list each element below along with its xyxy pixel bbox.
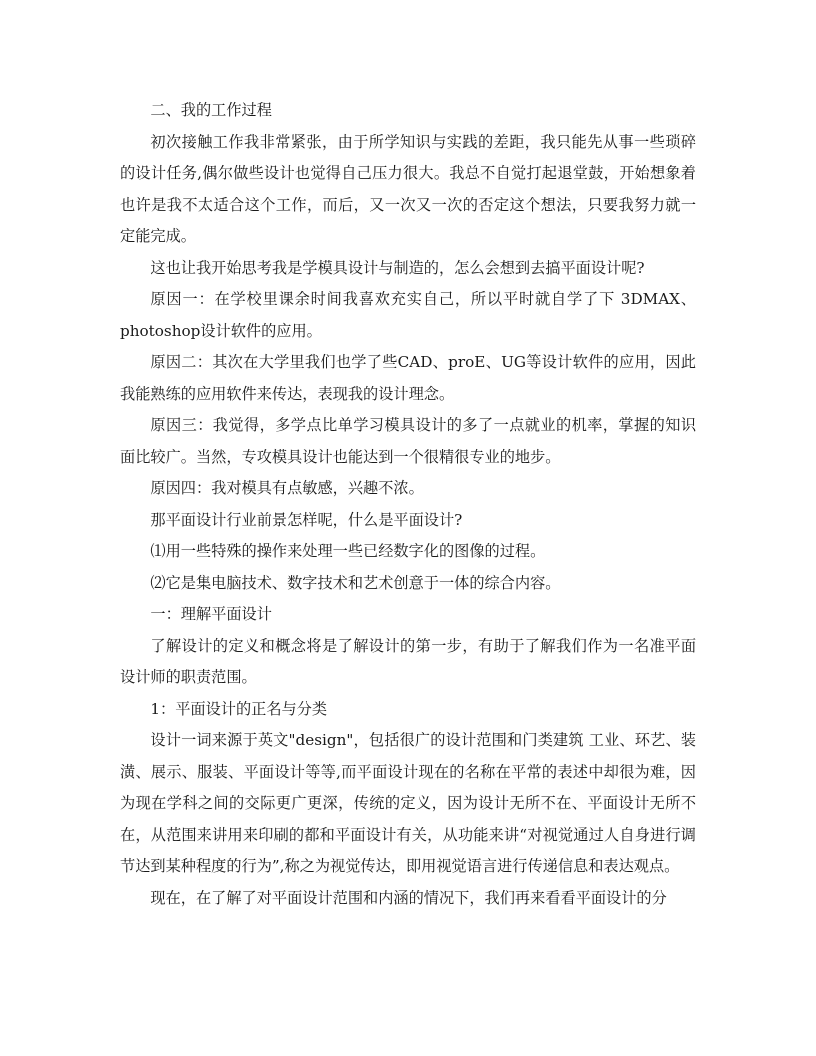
paragraph-reason-four: 原因四：我对模具有点敏感，兴趣不浓。 [150, 479, 424, 497]
list-item-definition-2: ⑵它是集电脑技术、数字技术和艺术创意于一体的综合内容。 [150, 573, 561, 592]
paragraph-first-contact: 初次接触工作我非常紧张，由于所学知识与实践的差距，我只能先从事一些琐碎的设计任务,偶尔做些设计也觉得自己压力很大。我总不自觉打起退堂鼓，开始想象着也许是我不太适合这个工作，而后，又一次又一次的否定这个想法，只要我努力就一定能完成。 [120, 132, 696, 245]
paragraph-understanding: 了解设计的定义和概念将是了解设计的第一步，有助于了解我们作为一名准平面设计师的职责范围。 [120, 636, 696, 686]
section-heading-understanding: 一：理解平面设计 [150, 605, 272, 623]
paragraph-reason-one: 原因一：在学校里课余时间我喜欢充实自己，所以平时就自学了下 3DMAX、photoshop设计软件的应用。 [120, 290, 696, 340]
list-item-definition-1: ⑴用一些特殊的操作来处理一些已经数字化的图像的过程。 [150, 542, 546, 560]
document-body [120, 95, 696, 914]
subheading-naming-classification: 1：平面设计的正名与分类 [150, 699, 328, 718]
paragraph-reflection: 这也让我开始思考我是学模具设计与制造的，怎么会想到去搞平面设计呢? [150, 258, 645, 277]
paragraph-reason-three: 原因三：我觉得，多学点比单学习模具设计的多了一点就业的机率，掌握的知识面比较广。当然，专攻模具设计也能达到一个很精很专业的地步。 [120, 416, 696, 466]
paragraph-now: 现在，在了解了对平面设计范围和内涵的情况下，我们再来看看平面设计的分 [150, 888, 667, 907]
paragraph-industry-question: 那平面设计行业前景怎样呢，什么是平面设计? [150, 510, 463, 529]
paragraph-design-origin: 设计一词来源于英文"design"，包括很广的设计范围和门类建筑 工业、环艺、装潢、展示、服装、平面设计等等,而平面设计现在的名称在平常的表述中却很为难，因为现在学科之间的交际更广更深，传统的定义，因为设计无所不在、平面设计无所不在，从范围来讲用来印刷的都和平面设计有关，从功能来讲“对视觉通过人自身进行调节达到某种程度的行为”,称之为视觉传达，即用视觉语言进行传递信息和表达观点。 [120, 731, 696, 875]
paragraph-reason-two: 原因二：其次在大学里我们也学了些CAD、proE、UG等设计软件的应用，因此我能熟练的应用软件来传达，表现我的设计理念。 [120, 353, 696, 403]
section-heading-work-process: 二、我的工作过程 [150, 101, 272, 119]
